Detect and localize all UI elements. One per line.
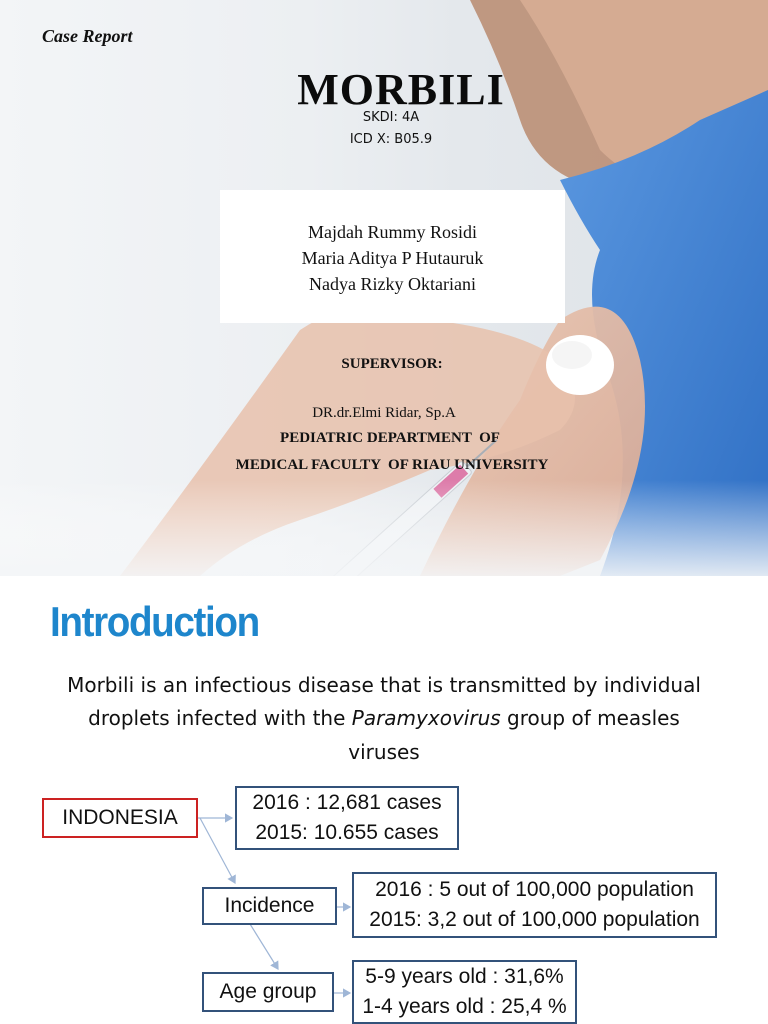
intro-text-line-3: viruses bbox=[348, 740, 420, 764]
intro-text-line-2 bbox=[0, 706, 768, 730]
incidence-values-box bbox=[352, 872, 717, 938]
cases-box bbox=[235, 786, 459, 850]
case-report-label: Case Report bbox=[42, 26, 133, 46]
introduction-slide bbox=[0, 576, 768, 1024]
authors-box bbox=[220, 190, 565, 323]
age-1-4: 1-4 years old : 25,4 % bbox=[362, 995, 567, 1018]
supervisor-name: DR.dr.Elmi Ridar, Sp.A bbox=[312, 405, 456, 421]
virus-name-italic: Paramyxovirus bbox=[351, 706, 501, 730]
intro-text-post: group of measles bbox=[500, 706, 680, 730]
author-name: Nadya Rizky Oktariani bbox=[309, 274, 476, 294]
slide-title: MORBILI bbox=[297, 65, 505, 114]
age-group-box: Age group bbox=[202, 972, 334, 1012]
connector-arrow bbox=[250, 924, 278, 969]
incidence-box: Incidence bbox=[202, 887, 337, 925]
introduction-heading: Introduction bbox=[50, 598, 259, 645]
author-name: Majdah Rummy Rosidi bbox=[307, 222, 477, 242]
intro-text-pre: droplets infected with the bbox=[88, 706, 352, 730]
incidence-2015: 2015: 3,2 out of 100,000 population bbox=[369, 908, 700, 931]
age-values-box bbox=[352, 960, 577, 1024]
age-5-9: 5-9 years old : 31,6% bbox=[365, 965, 564, 988]
department-line-2: MEDICAL FACULTY OF RIAU UNIVERSITY bbox=[235, 457, 549, 473]
cases-2016: 2016 : 12,681 cases bbox=[252, 791, 442, 814]
supervisor-label: SUPERVISOR: bbox=[341, 356, 443, 372]
incidence-2016: 2016 : 5 out of 100,000 population bbox=[375, 878, 694, 901]
intro-text-line-1: Morbili is an infectious disease that is transmitted by individual bbox=[67, 673, 701, 697]
department-line-1: PEDIATRIC DEPARTMENT OF bbox=[280, 430, 500, 446]
cases-2015: 2015: 10.655 cases bbox=[255, 821, 439, 844]
indonesia-box: INDONESIA bbox=[42, 798, 198, 838]
author-name: Maria Aditya P Hutauruk bbox=[301, 248, 484, 268]
skdi-code: SKDI: 4A bbox=[362, 110, 420, 125]
icd-code: ICD X: B05.9 bbox=[349, 132, 433, 147]
connector-arrow bbox=[200, 818, 235, 883]
